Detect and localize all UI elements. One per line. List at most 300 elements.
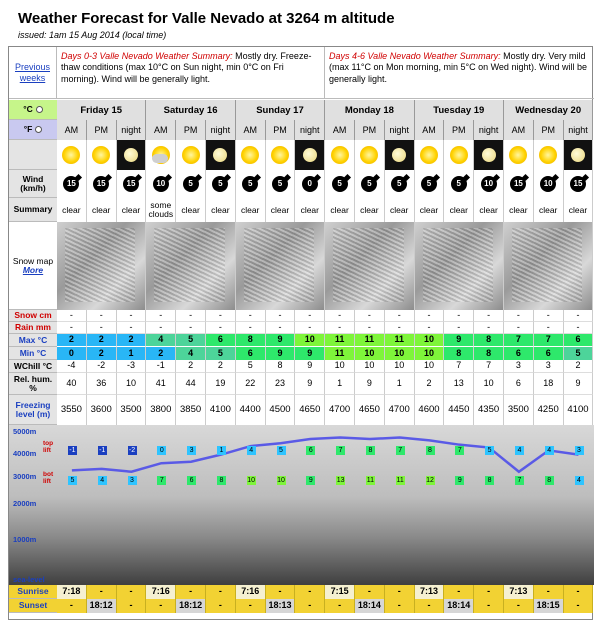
wind-arrow-icon: 5 bbox=[421, 176, 437, 192]
rain-cell: - bbox=[87, 322, 117, 334]
wind-arrow-icon: 15 bbox=[63, 176, 79, 192]
top-lift-temp: 8 bbox=[366, 446, 375, 455]
night-bg bbox=[564, 140, 593, 170]
snow-map-thumbnail[interactable] bbox=[146, 222, 235, 310]
snow-cell: - bbox=[534, 310, 564, 322]
wind-cell bbox=[355, 170, 385, 198]
snow-cell: - bbox=[266, 310, 296, 322]
wind-cell bbox=[415, 170, 445, 198]
humidity-cell: 9 bbox=[295, 373, 325, 395]
humidity-cell: 19 bbox=[206, 373, 236, 395]
humidity-cell: 44 bbox=[176, 373, 206, 395]
rain-cell: - bbox=[57, 322, 87, 334]
wind-arrow-icon: 5 bbox=[391, 176, 407, 192]
weather-icon-cell bbox=[57, 140, 87, 170]
min-temp-cell: 2 bbox=[87, 347, 117, 360]
wind-chill-cell: 2 bbox=[564, 360, 594, 373]
summary-text: Mostly dry. Very mild (max 11°C on Mon morning, min 5°C on Wed night). Wind will be generally light. bbox=[329, 51, 587, 84]
min-temp-cell: 6 bbox=[236, 347, 266, 360]
max-temp-cell: 9 bbox=[444, 334, 474, 347]
sunset-cell: 18:12 bbox=[176, 599, 206, 613]
wind-cell bbox=[504, 170, 534, 198]
summary-days-0-3 bbox=[57, 47, 325, 99]
top-lift-temp: 1 bbox=[217, 446, 226, 455]
period-label: night bbox=[117, 120, 147, 140]
weather-icon-cell bbox=[146, 140, 176, 170]
freezing-line bbox=[72, 438, 579, 472]
wind-arrow-icon: 0 bbox=[302, 176, 318, 192]
summary-cell: clear bbox=[325, 198, 355, 222]
period-label: AM bbox=[504, 120, 534, 140]
min-row-label: Min °C bbox=[9, 347, 57, 360]
weather-icon-cell bbox=[236, 140, 266, 170]
day-header: Sunday 17 bbox=[236, 100, 325, 120]
period-label: night bbox=[474, 120, 504, 140]
humidity-cell: 10 bbox=[117, 373, 147, 395]
sunset-cell: - bbox=[474, 599, 504, 613]
rain-cell: - bbox=[355, 322, 385, 334]
wind-arrow-icon: 10 bbox=[481, 176, 497, 192]
sunrise-cell: - bbox=[117, 585, 147, 599]
min-temp-cell: 2 bbox=[146, 347, 176, 360]
summary-head: Days 4-6 Valle Nevado Weather Summary: bbox=[329, 51, 501, 61]
rain-cell: - bbox=[504, 322, 534, 334]
snow-map-thumbnail[interactable] bbox=[415, 222, 504, 310]
summary-cell: clear bbox=[355, 198, 385, 222]
humidity-cell: 10 bbox=[474, 373, 504, 395]
min-temp-cell: 6 bbox=[534, 347, 564, 360]
top-lift-temp: -2 bbox=[128, 447, 136, 454]
summary-cell: clear bbox=[117, 198, 147, 222]
top-lift-temp: 4 bbox=[515, 446, 524, 455]
wind-chill-cell: -4 bbox=[57, 360, 87, 373]
wind-arrow-icon: 5 bbox=[451, 176, 467, 192]
sun-icon bbox=[450, 146, 468, 164]
min-temp-cell: 0 bbox=[57, 347, 87, 360]
snow-cell: - bbox=[355, 310, 385, 322]
summary-cell: clear bbox=[87, 198, 117, 222]
max-temp-cell: 2 bbox=[57, 334, 87, 347]
max-temp-cell: 7 bbox=[504, 334, 534, 347]
sunset-cell: - bbox=[206, 599, 236, 613]
max-temp-cell: 5 bbox=[176, 334, 206, 347]
weather-icon-cell bbox=[355, 140, 385, 170]
sunrise-cell: - bbox=[295, 585, 325, 599]
snow-cell: - bbox=[295, 310, 325, 322]
weather-icon-cell bbox=[266, 140, 296, 170]
sunset-cell: 18:14 bbox=[355, 599, 385, 613]
sun-icon bbox=[539, 146, 557, 164]
wind-arrow-icon: 5 bbox=[361, 176, 377, 192]
altitude-label: 1000m bbox=[13, 535, 37, 544]
sun-icon bbox=[420, 146, 438, 164]
snow-map-image bbox=[154, 228, 224, 302]
humidity-cell: 23 bbox=[266, 373, 296, 395]
freezing-level-cell: 4100 bbox=[206, 395, 236, 425]
min-temp-cell: 10 bbox=[355, 347, 385, 360]
snow-cell: - bbox=[236, 310, 266, 322]
humidity-cell: 18 bbox=[534, 373, 564, 395]
wchill-row-label: WChill °C bbox=[9, 360, 57, 373]
altitude-chart bbox=[9, 425, 594, 585]
sunrise-label: Sunrise bbox=[9, 585, 57, 599]
bottom-lift-temp: 7 bbox=[157, 476, 166, 485]
humidity-cell: 9 bbox=[564, 373, 594, 395]
wind-arrow-icon: 5 bbox=[332, 176, 348, 192]
wind-row-label: Wind (km/h) bbox=[9, 170, 57, 198]
sun-icon bbox=[271, 146, 289, 164]
freezing-level-cell: 4400 bbox=[236, 395, 266, 425]
summary-cell: clear bbox=[444, 198, 474, 222]
freezing-level-cell: 4450 bbox=[444, 395, 474, 425]
freezing-level-cell: 4350 bbox=[474, 395, 504, 425]
sunset-cell: - bbox=[57, 599, 87, 613]
min-temp-cell: 10 bbox=[385, 347, 415, 360]
snow-cell: - bbox=[385, 310, 415, 322]
sun-icon bbox=[182, 146, 200, 164]
freezing-level-cell: 4100 bbox=[564, 395, 594, 425]
summary-cell: some clouds bbox=[146, 198, 176, 222]
sunset-cell: - bbox=[236, 599, 266, 613]
freezing-level-cell: 3800 bbox=[146, 395, 176, 425]
wind-arrow-icon: 15 bbox=[93, 176, 109, 192]
min-temp-cell: 1 bbox=[117, 347, 147, 360]
sunset-cell: 18:13 bbox=[266, 599, 296, 613]
rain-cell: - bbox=[295, 322, 325, 334]
moon-icon bbox=[392, 148, 406, 162]
freezing-level-cell: 4250 bbox=[534, 395, 564, 425]
celsius-toggle[interactable]: °C bbox=[9, 100, 57, 120]
summary-cell: clear bbox=[564, 198, 594, 222]
min-temp-cell: 8 bbox=[474, 347, 504, 360]
weather-row-label bbox=[9, 140, 57, 170]
wind-cell bbox=[87, 170, 117, 198]
max-temp-cell: 10 bbox=[415, 334, 445, 347]
sunset-cell: 18:12 bbox=[87, 599, 117, 613]
sunset-label: Sunset bbox=[9, 599, 57, 613]
day-header: Friday 15 bbox=[57, 100, 146, 120]
rain-cell: - bbox=[266, 322, 296, 334]
weather-icon-cell bbox=[504, 140, 534, 170]
snow-cell: - bbox=[444, 310, 474, 322]
top-lift-temp: 0 bbox=[157, 446, 166, 455]
wind-arrow-icon: 10 bbox=[540, 176, 556, 192]
wind-chill-cell: 8 bbox=[266, 360, 296, 373]
moon-icon bbox=[482, 148, 496, 162]
hum-row-label: Rel. hum. % bbox=[9, 373, 57, 395]
wind-cell bbox=[57, 170, 87, 198]
bottom-lift-temp: 8 bbox=[485, 476, 494, 485]
top-lift-temp: 7 bbox=[396, 446, 405, 455]
top-lift-temp: 6 bbox=[306, 446, 315, 455]
sunset-cell: - bbox=[146, 599, 176, 613]
moon-icon bbox=[124, 148, 138, 162]
max-temp-cell: 11 bbox=[385, 334, 415, 347]
snow-cell: - bbox=[87, 310, 117, 322]
rain-cell: - bbox=[415, 322, 445, 334]
min-temp-cell: 5 bbox=[564, 347, 594, 360]
altitude-label: 5000m bbox=[13, 427, 37, 436]
sunrise-cell: - bbox=[474, 585, 504, 599]
snow-cell: - bbox=[176, 310, 206, 322]
wind-chill-cell: 9 bbox=[295, 360, 325, 373]
rain-cell: - bbox=[176, 322, 206, 334]
wind-chill-cell: 7 bbox=[474, 360, 504, 373]
snow-cell: - bbox=[415, 310, 445, 322]
top-lift-temp: 4 bbox=[545, 446, 554, 455]
weather-icon-cell bbox=[474, 140, 504, 170]
period-label: PM bbox=[444, 120, 474, 140]
wind-chill-cell: -2 bbox=[87, 360, 117, 373]
wind-arrow-icon: 5 bbox=[242, 176, 258, 192]
wind-cell bbox=[385, 170, 415, 198]
period-label: PM bbox=[266, 120, 296, 140]
sun-icon bbox=[331, 146, 349, 164]
rain-cell: - bbox=[534, 322, 564, 334]
snow-map-thumbnail[interactable] bbox=[504, 222, 593, 310]
snow-cell: - bbox=[325, 310, 355, 322]
max-temp-cell: 9 bbox=[266, 334, 296, 347]
weather-icon-cell bbox=[564, 140, 594, 170]
sun-icon bbox=[62, 146, 80, 164]
humidity-cell: 13 bbox=[444, 373, 474, 395]
snow-cell: - bbox=[474, 310, 504, 322]
summary-cell: clear bbox=[385, 198, 415, 222]
summary-cell: clear bbox=[57, 198, 87, 222]
top-lift-temp: 5 bbox=[485, 446, 494, 455]
sunrise-cell: - bbox=[206, 585, 236, 599]
wind-chill-cell: 10 bbox=[325, 360, 355, 373]
snow-map-image bbox=[333, 228, 403, 302]
altitude-label: 2000m bbox=[13, 499, 37, 508]
period-label: AM bbox=[146, 120, 176, 140]
wind-cell bbox=[266, 170, 296, 198]
day-header: Monday 18 bbox=[325, 100, 414, 120]
wind-cell bbox=[117, 170, 147, 198]
wind-chill-cell: -3 bbox=[117, 360, 147, 373]
sun-icon bbox=[360, 146, 378, 164]
bot-lift-label: bot lift bbox=[43, 471, 54, 485]
snow-cell: - bbox=[57, 310, 87, 322]
wind-cell bbox=[564, 170, 594, 198]
snow-map-thumbnail[interactable] bbox=[57, 222, 146, 310]
wind-cell bbox=[236, 170, 266, 198]
snow-cell: - bbox=[117, 310, 147, 322]
sunrise-cell: - bbox=[176, 585, 206, 599]
rain-row-label: Rain mm bbox=[9, 322, 57, 334]
wind-chill-cell: 10 bbox=[385, 360, 415, 373]
rain-cell: - bbox=[444, 322, 474, 334]
snow-cell: - bbox=[146, 310, 176, 322]
freezing-level-cell: 3500 bbox=[504, 395, 534, 425]
top-lift-label: top lift bbox=[43, 440, 54, 454]
moon-icon bbox=[303, 148, 317, 162]
day-header: Saturday 16 bbox=[146, 100, 235, 120]
freezing-level-cell: 3550 bbox=[57, 395, 87, 425]
bottom-lift-temp: 8 bbox=[217, 476, 226, 485]
sun-icon bbox=[92, 146, 110, 164]
freezing-level-cell: 4600 bbox=[415, 395, 445, 425]
rain-cell: - bbox=[385, 322, 415, 334]
max-temp-cell: 7 bbox=[534, 334, 564, 347]
sunset-cell: - bbox=[564, 599, 594, 613]
min-temp-cell: 8 bbox=[444, 347, 474, 360]
rain-cell: - bbox=[206, 322, 236, 334]
bottom-lift-temp: 5 bbox=[68, 476, 77, 485]
humidity-cell: 36 bbox=[87, 373, 117, 395]
summary-head: Days 0-3 Valle Nevado Weather Summary: bbox=[61, 51, 233, 61]
min-temp-cell: 4 bbox=[176, 347, 206, 360]
snow-cell: - bbox=[206, 310, 236, 322]
summary-text: Mostly dry. Freeze-thaw conditions (max 10°C on Sun night, min 0°C on Fri morning). Wind will be generally light. bbox=[61, 51, 312, 84]
freezing-level-cell: 4650 bbox=[355, 395, 385, 425]
sunrise-cell: - bbox=[444, 585, 474, 599]
top-lift-temp: 4 bbox=[247, 446, 256, 455]
wind-arrow-icon: 15 bbox=[123, 176, 139, 192]
wind-arrow-icon: 5 bbox=[272, 176, 288, 192]
sunrise-cell: 7:16 bbox=[146, 585, 176, 599]
min-temp-cell: 6 bbox=[504, 347, 534, 360]
wind-cell bbox=[146, 170, 176, 198]
wind-chill-cell: 3 bbox=[534, 360, 564, 373]
snow-map-thumbnail[interactable] bbox=[236, 222, 325, 310]
day-header: Tuesday 19 bbox=[415, 100, 504, 120]
weather-icon-cell bbox=[415, 140, 445, 170]
snow-map-image bbox=[244, 228, 314, 302]
wind-arrow-icon: 10 bbox=[153, 176, 169, 192]
wind-cell bbox=[176, 170, 206, 198]
night-bg bbox=[474, 140, 503, 170]
period-label: night bbox=[564, 120, 594, 140]
summary-cell: clear bbox=[474, 198, 504, 222]
period-label: PM bbox=[87, 120, 117, 140]
altitude-label: 4000m bbox=[13, 449, 37, 458]
weather-icon-cell bbox=[176, 140, 206, 170]
rain-cell: - bbox=[325, 322, 355, 334]
max-temp-cell: 8 bbox=[236, 334, 266, 347]
min-temp-cell: 5 bbox=[206, 347, 236, 360]
freezing-level-cell: 4700 bbox=[385, 395, 415, 425]
moon-icon bbox=[213, 148, 227, 162]
day-header: Wednesday 20 bbox=[504, 100, 593, 120]
sunrise-cell: - bbox=[87, 585, 117, 599]
snow-row-label: Snow cm bbox=[9, 310, 57, 322]
max-temp-cell: 2 bbox=[87, 334, 117, 347]
max-temp-cell: 4 bbox=[146, 334, 176, 347]
period-label: PM bbox=[355, 120, 385, 140]
bottom-lift-temp: 3 bbox=[128, 476, 137, 485]
period-label: AM bbox=[415, 120, 445, 140]
top-lift-temp: -1 bbox=[69, 447, 76, 454]
max-temp-cell: 2 bbox=[117, 334, 147, 347]
humidity-cell: 2 bbox=[415, 373, 445, 395]
top-lift-temp: 7 bbox=[455, 446, 464, 455]
sunset-cell: - bbox=[504, 599, 534, 613]
sunrise-cell: - bbox=[564, 585, 594, 599]
weather-icon-cell bbox=[385, 140, 415, 170]
sunrise-cell: 7:16 bbox=[236, 585, 266, 599]
freezing-level-cell: 4700 bbox=[325, 395, 355, 425]
snow-map-more-link[interactable]: More bbox=[22, 264, 44, 275]
min-temp-cell: 10 bbox=[415, 347, 445, 360]
humidity-cell: 6 bbox=[504, 373, 534, 395]
sunrise-cell: - bbox=[534, 585, 564, 599]
altitude-label: sea-level bbox=[13, 575, 45, 584]
snow-map-image bbox=[423, 228, 493, 302]
altitude-label: 3000m bbox=[13, 472, 37, 481]
header bbox=[8, 8, 593, 48]
max-row-label: Max °C bbox=[9, 334, 57, 347]
top-lift-temp: 8 bbox=[426, 446, 435, 455]
sunset-cell: 18:15 bbox=[534, 599, 564, 613]
wind-cell bbox=[474, 170, 504, 198]
freezing-level-cell: 4500 bbox=[266, 395, 296, 425]
bottom-lift-temp: 9 bbox=[306, 476, 315, 485]
humidity-cell: 22 bbox=[236, 373, 266, 395]
wind-chill-cell: 2 bbox=[176, 360, 206, 373]
weather-icon-cell bbox=[117, 140, 147, 170]
bottom-lift-temp: 10 bbox=[277, 477, 285, 484]
night-bg bbox=[385, 140, 414, 170]
weather-icon-cell bbox=[206, 140, 236, 170]
wind-chill-cell: 10 bbox=[415, 360, 445, 373]
sunset-cell: - bbox=[415, 599, 445, 613]
summary-cell: clear bbox=[534, 198, 564, 222]
weather-icon-cell bbox=[295, 140, 325, 170]
weather-icon-cell bbox=[534, 140, 564, 170]
wind-arrow-icon: 15 bbox=[510, 176, 526, 192]
freezing-level-cell: 3500 bbox=[117, 395, 147, 425]
sunrise-cell: 7:13 bbox=[415, 585, 445, 599]
bottom-lift-temp: 7 bbox=[515, 476, 524, 485]
sunrise-cell: - bbox=[385, 585, 415, 599]
wind-cell bbox=[534, 170, 564, 198]
weather-icon-cell bbox=[444, 140, 474, 170]
period-label: night bbox=[385, 120, 415, 140]
top-lift-temp: 3 bbox=[187, 446, 196, 455]
issued-time: issued: 1am 15 Aug 2014 (local time) bbox=[18, 30, 167, 40]
previous-weeks-link[interactable]: Previous weeks bbox=[14, 61, 50, 83]
fahrenheit-toggle[interactable]: °F bbox=[9, 120, 57, 140]
wind-arrow-icon: 15 bbox=[570, 176, 586, 192]
bottom-lift-temp: 12 bbox=[426, 477, 434, 484]
humidity-cell: 1 bbox=[385, 373, 415, 395]
sunset-cell: 18:14 bbox=[444, 599, 474, 613]
max-temp-cell: 10 bbox=[295, 334, 325, 347]
snow-map-thumbnail[interactable] bbox=[325, 222, 414, 310]
bottom-lift-temp: 11 bbox=[366, 477, 375, 484]
top-lift-temp: 7 bbox=[336, 446, 345, 455]
night-bg bbox=[117, 140, 146, 170]
wind-cell bbox=[295, 170, 325, 198]
summary-cell: clear bbox=[295, 198, 325, 222]
sunrise-cell: - bbox=[266, 585, 296, 599]
snow-map-image bbox=[512, 228, 582, 302]
sunset-cell: - bbox=[295, 599, 325, 613]
snow-cell: - bbox=[504, 310, 534, 322]
bottom-lift-temp: 4 bbox=[575, 476, 584, 485]
max-temp-cell: 8 bbox=[474, 334, 504, 347]
min-temp-cell: 9 bbox=[266, 347, 296, 360]
top-lift-temp: 5 bbox=[277, 446, 286, 455]
bottom-lift-temp: 13 bbox=[336, 477, 345, 484]
summary-cell: clear bbox=[236, 198, 266, 222]
freezing-level-cell: 4650 bbox=[295, 395, 325, 425]
wind-cell bbox=[206, 170, 236, 198]
bottom-lift-temp: 6 bbox=[187, 476, 196, 485]
wind-chill-cell: 3 bbox=[504, 360, 534, 373]
sun-icon bbox=[509, 146, 527, 164]
